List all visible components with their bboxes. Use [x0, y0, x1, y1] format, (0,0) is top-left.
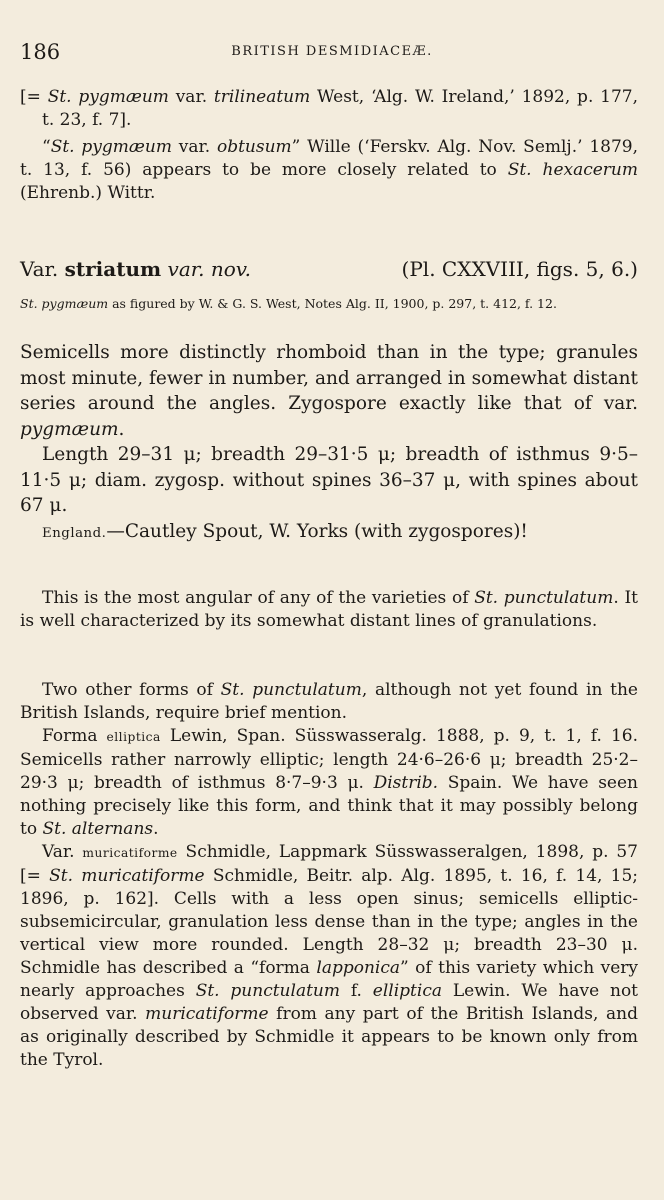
running-header — [20, 40, 644, 64]
forma-elliptica: Forma elliptica Lewin, Span. Süsswasseralg. 1888, p. 9, t. 1, f. 16. Semicells rather narrowly elliptic; length 24·6–26·6 μ; breadth 25·2–29·3 μ; breadth of isthmus 8·7–9·3 μ. Distrib. Spain. We have seen nothing precisely like this form, and think that it may possibly belong to St. alternans. — [20, 726, 638, 839]
synonym-obtusum: “St. pygmæum var. obtusum” Wille (‘Ferskv. Alg. Nov. Semlj.’ 1879, t. 13, f. 56) appears to be more closely related to St. hexacerum (Ehrenb.) Wittr. — [20, 137, 638, 203]
page-number: 186 — [20, 40, 61, 64]
variety-description — [20, 340, 638, 546]
other-forms-section — [20, 679, 638, 1072]
figured-reference: St. pygmæum as figured by W. & G. S. West, Notes Alg. II, 1900, p. 297, t. 412, f. 12. — [20, 296, 557, 311]
description-locality: England.—Cautley Spout, W. Yorks (with zygospores)! — [42, 520, 528, 542]
synonym-trilineatum: [= St. pygmæum var. trilineatum West, ‘Alg. W. Ireland,’ 1892, p. 177, t. 23, f. 7]. — [20, 87, 638, 130]
synonym-block — [20, 86, 638, 205]
description-measurements: Length 29–31 μ; breadth 29–31·5 μ; breadth of isthmus 9·5–11·5 μ; diam. zygosp. without spines 36–37 μ, with spines about 67 μ. — [20, 444, 638, 516]
variety-name: striatum — [64, 257, 162, 281]
other-forms-intro: Two other forms of St. punctulatum, although not yet found in the British Islands, require brief mention. — [20, 680, 638, 723]
variety-title: Var. striatum var. nov. (Pl. CXXVIII, figs. 5, 6.) — [20, 257, 638, 281]
variety-heading — [20, 256, 638, 282]
running-title: BRITISH DESMIDIACEÆ. — [231, 44, 433, 59]
variety-note: This is the most angular of any of the varieties of St. punctulatum. It is well characterized by its somewhat distant lines of granulations. — [20, 588, 638, 631]
description-semicells: Semicells more distinctly rhomboid than in the type; granules most minute, fewer in number, and arranged in somewhat distant series around the angles. Zygospore exactly like that of var. pygmæum. — [20, 342, 638, 440]
plate-reference: (Pl. CXXVIII, figs. 5, 6.) — [401, 257, 638, 281]
var-muricatiforme: Var. muricatiforme Schmidle, Lappmark Süsswasseralgen, 1898, p. 57 [= St. muricatiforme Schmidle, Beitr. alp. Alg. 1895, t. 16, f. 14, 15; 1896, p. 162]. Cells with a less open sinus; semicells elliptic-subsemicircular, granulation less dense than in the type; angles in the vertical view more rounded. Length 28–32 μ; breadth 23–30 μ. Schmidle has described a “forma lapponica” of this variety which very nearly approaches St. punctulatum f. elliptica Lewin. We have not observed var. muricatiforme from any part of the British Islands, and as originally described by Schmidle it appears to be known only from the Tyrol. — [20, 842, 639, 1070]
